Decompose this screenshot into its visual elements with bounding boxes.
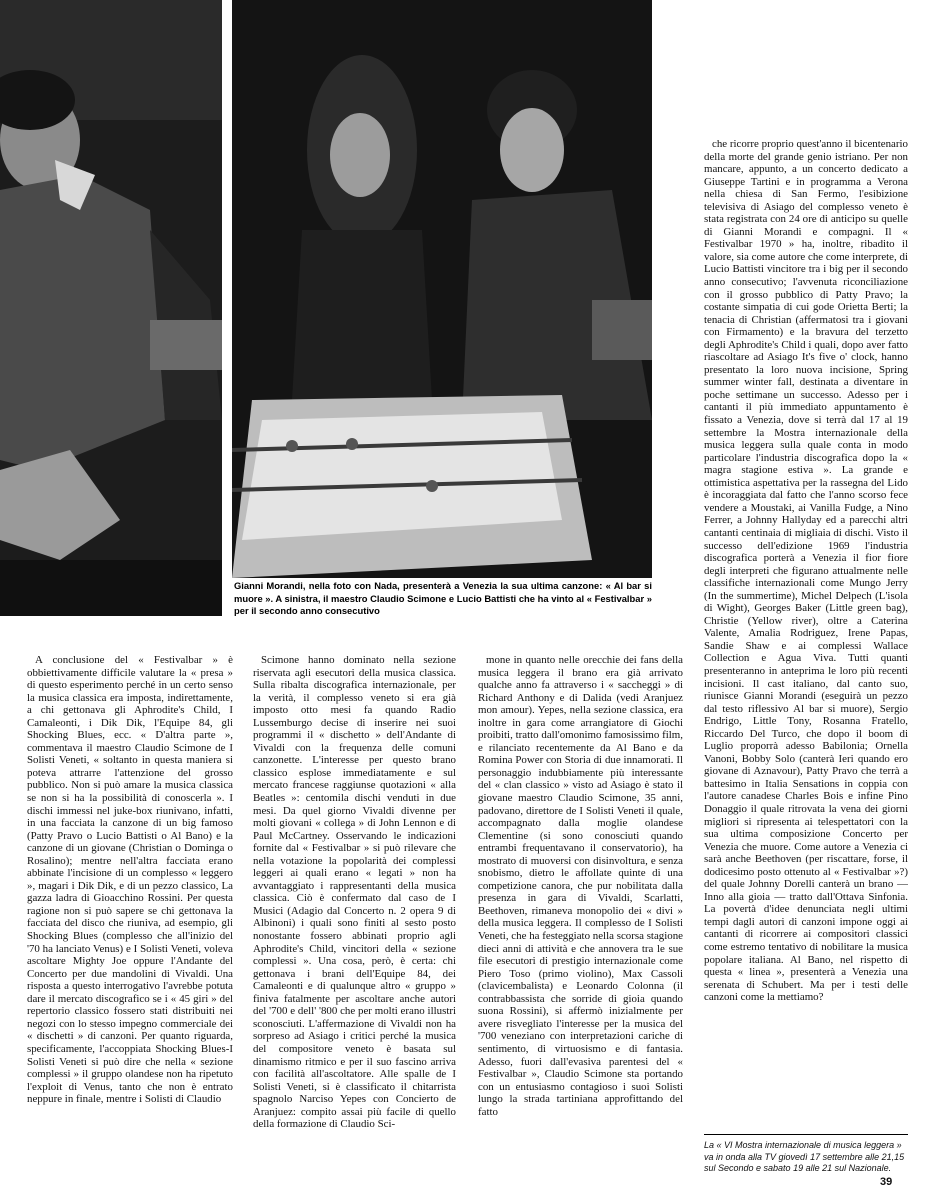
column-text: Scimone hanno dominato nella sezione riservata agli esecutori della musica classica. Sulla ribalta discografica internazionale, per la verità, il complesso veneto si era già imposto otto mesi fa quando Radio Lussemburgo decise di inserire nei suoi programmi il « dischetto » dell'Andante di Vivaldi con la frequenza delle comuni canzonette. L'interesse per questo brano classico esplose immediatamente e sul mercato francese raggiunse quotazioni « alla Beatles »: centomila dischi venduti in due mesi. Da quel giorno Vivaldi divenne per molti giovani « collega » di John Lennon e di Paul McCartney. Osservando le indicazioni fornite dal « Festivalbar » si può rilevare che nella votazione la popolarità dei complessi leggeri ai quali erano « legati » non ha avvantaggiato i rappresentanti della musica classica. Ciò è confermato dal caso de I Musici (Adagio dal Concerto n. 2 opera 9 di Albinoni) i quali sono finiti al sesto posto nonostante fossero abbinati proprio agli Aphrodite's Child, vincitori della « sezione complessi ». Una cosa, però, è certa: chi gettonava i brani dell'Equipe 84, dei Camaleonti e di qualunque altro « gruppo » finiva fatalmente per ascoltare anche autori del '700 e dell' '800 che per molti erano illustri sconosciuti. L'affermazione di Vivaldi non ha sorpreso ad Asiago i critici perché la musica del compositore veneto è basata sul dinamismo ritmico e per il suo fascino arriva con facilità all'ascoltatore. Alle spalle de I Solisti Veneti, si è classificato il chitarrista spagnolo Narciso Yepes con Concierto de Aranjuez: compito assai più facile di quello della formazione di Claudio Sci- xyxy=(253,654,456,1131)
column-text: che ricorre proprio quest'anno il bicentenario della morte del grande genio istriano. Per non mancare, appunto, a un concerto dedicato a Giuseppe Tartini e in programma a Verona nella chiesa di San Fermo, l'esibizione televisiva di Asiago del complesso veneto è stata registrata con 24 ore di anticipo su quelle di Gianni Morandi e compagni. Il « Festivalbar 1970 » ha, inoltre, ribadito il valore, sia come autore che come interprete, di Lucio Battisti vincitore tra i big per il secondo anno consecutivo; l'avvenuta riconciliazione con il grosso pubblico di Patty Pravo; la costante simpatia di cui gode Orietta Berti; la tenacia di Christian (affermatosi tra i giovani con Firmamento) e la bravura del terzetto degli Aphrodite's Child i quali, dopo aver fatto riascoltare ad Asiago It's five o' clock, hanno presentato la loro nuova incisione, Spring summer winter fall, destinata a diventare in poche settimane un successo. Adesso per i cantanti il più immediato appuntamento è fissato a Venezia, dove si terrà dal 17 al 19 settembre la Mostra internazionale della musica leggera sulla quale conta in modo particolare l'industria discografica dopo la « magra stagione estiva ». La grande e ottimistica aspettativa per la rassegna del Lido è incoraggiata dal fatto che l'anno scorso fece vendere a Moustaki, ai Vanilla Fudge, a Nino Ferrer, a Johnny Hallyday ed a parecchi altri cantanti centinaia di migliaia di dischi. Visto il successo dell'edizione 1969 l'industria discografica porterà a Venezia il fior fiore degli interpreti che figurano attualmente nelle classifiche internazionali come Mungo Jerry (In the summertime), Michel Delpech (L'isola di Wight), Georges Baker (Little green bag), Christie (Yellow river), oltre a Caterina Valente, Amalia Rodriguez, Irene Papas, Sandie Shaw e ai complessi Wallace Collection e Agua Viva. Tutti quanti presenteranno in anteprima le loro più recenti incisioni. Il cast italiano, dal canto suo, riunisce Gianni Morandi (eseguirà un pezzo dal testo riflessivo Al bar si muore), Sergio Endrigo, Little Tony, Rosanna Fratello, Riccardo Del Turco, che dopo il boom di Luglio proporrà adesso Babilonia; Ornella Vanoni, Bobby Solo (canterà Ieri quando ero giovane di Aznavour), Patty Pravo che terrà a battesimo in Italia Sensations in coppia con l'autore canadese Charles Bois e infine Pino Donaggio il quale ritrovata la vena dei giorni migliori si ripresenta ai telespettatori con la sua ultima composizione Concerto per Venezia che muore. Come autore a Venezia ci sarà anche Beethoven (per riscattare, forse, il dodicesimo posto ottenuto al « Festivalbar »?) del quale Johnny Dorelli canterà un brano — Inno alla gioia — tratto dall'Ottava Sinfonia. La povertà d'idee denunciata negli ultimi tempi dagli autori di canzoni impone oggi ai cantanti di ricorrere ai compositori classici come estremo tentativo di nobilitare la musica popolare italiana. Al Bano, nel rispetto di questa « linea », presenterà a Venezia una serenata di Schubert. Ma per i testi delle canzoni come la mettiamo? xyxy=(704,138,908,1004)
photo-morandi-nada xyxy=(232,0,652,578)
photo-caption: Gianni Morandi, nella foto con Nada, presenterà a Venezia la sua ultima canzone: « Al bar si muore ». A sinistra, il maestro Claudio Scimone e Lucio Battisti che ha vinto al « Festivalbar » per il secondo anno consecutivo xyxy=(234,580,652,617)
article-column-1 xyxy=(27,654,233,1184)
broadcast-note: La « VI Mostra internazionale di musica leggera » va in onda alla TV giovedì 17 settembre alle 21,15 sul Secondo e sabato 19 alle 21 sul Nazionale. xyxy=(704,1134,908,1175)
article-column-3 xyxy=(478,654,683,1184)
article-column-2 xyxy=(253,654,456,1184)
photo-scimone-battisti xyxy=(0,0,222,616)
article-column-4 xyxy=(704,138,908,1128)
column-text: mone in quanto nelle orecchie dei fans della musica leggera il brano era già arrivato qualche anno fa attraverso i « saccheggi » di Richard Anthony e di Dalida (vedi Aranjuez mon amour). Yepes, nella sezione classica, era inoltre in gara come arrangiatore di Giochi proibiti, tratto dall'omonimo famosissimo film, e rilanciato recentemente da Al Bano e da Romina Power con Storia di due innamorati. Il personaggio indubbiamente più interessante del « clan classico » visto ad Asiago è stato il giovane maestro Claudio Scimone, 35 anni, padovano, direttore de I Solisti Veneti il quale, accompagnato dalla moglie olandese Clementine (si sono conosciuti quando entrambi frequentavano il conservatorio), ha mostrato di muoversi con disinvoltura, e senza snobismo, dietro le affollate quinte di una competizione canora, che pur nobilitata dalla presenza in gara di Vivaldi, Scarlatti, Beethoven, rimaneva monopolio dei « divi » della musica leggera. Il complesso de I Solisti Veneti, che ha festeggiato nella scorsa stagione dieci anni di attività e che annovera tra le sue file esecutori di prestigio internazionale come Piero Toso (primo violino), Max Cassoli (clavicembalista) e Leonardo Colonna (il contrabbassista che sorride di gioia quando suona Rossini), si affermò inizialmente per avere risvegliato l'interesse per la musica del '700 veneziano con interpretazioni cariche di sentimento, di virtuosismo e di fantasia. Adesso, fuori dall'evasiva parentesi del « Festivalbar », Claudio Scimone sta portando con un entusiasmo contagioso i suoi Solisti lungo la strada tartiniana approfittando del fatto xyxy=(478,654,683,1118)
column-text: A conclusione del « Festivalbar » è obbiettivamente difficile valutare la « presa » di questo esperimento perché in un certo senso la musica classica era imposta, indirettamente, a chi gettonava gli Aphrodite's Child, I Camaleonti, i Dik Dik, l'Equipe 84, gli Shocking Blues, ecc. « D'altra parte », commentava il maestro Claudio Scimone de I Solisti Veneti, « soltanto in questa maniera si poteva attrarre l'attenzione del grosso pubblico. Non si può amare la musica classica se non si ha la possibilità di conoscerla ». I dischi immessi nel juke-box riunivano, infatti, in una facciata la canzone di un big famoso (Patty Pravo o Lucio Battisti o Al Bano) e la canzone di un giovane (Christian o Dominga o Rosalino); mentre nell'altra facciata erano abbinate l'incisione di un complesso « leggero », magari i Dik Dik, e di un pezzo classico, La gazza ladra di Gioacchino Rossini. Per questa ragione non si può sapere se chi gettonava la facciata del disco che riuniva, ad esempio, gli Shocking Blues (complesso che all'inizio del '70 ha lanciato Venus) e I Solisti Veneti, voleva ascoltare Mighty Joe oppure l'Andante del Concerto per due mandolini di Vivaldi. Una risposta a questo interrogativo l'avrebbe potuta dare il mercato discografico se i « 45 giri » del repertorio classico fossero stati distribuiti nei negozi con lo stesso impegno commerciale dei « dischetti » di canzoni. Per quanto riguarda, specificamente, l'accoppiata Shocking Blues-I Solisti Veneti si può dire che nella « sezione complessi » il gruppo olandese non ha ripetuto l'exploit di Venus, tanto che non è entrato neppure in finale, mentre i Solisti di Claudio xyxy=(27,654,233,1106)
page-number: 39 xyxy=(880,1176,893,1188)
